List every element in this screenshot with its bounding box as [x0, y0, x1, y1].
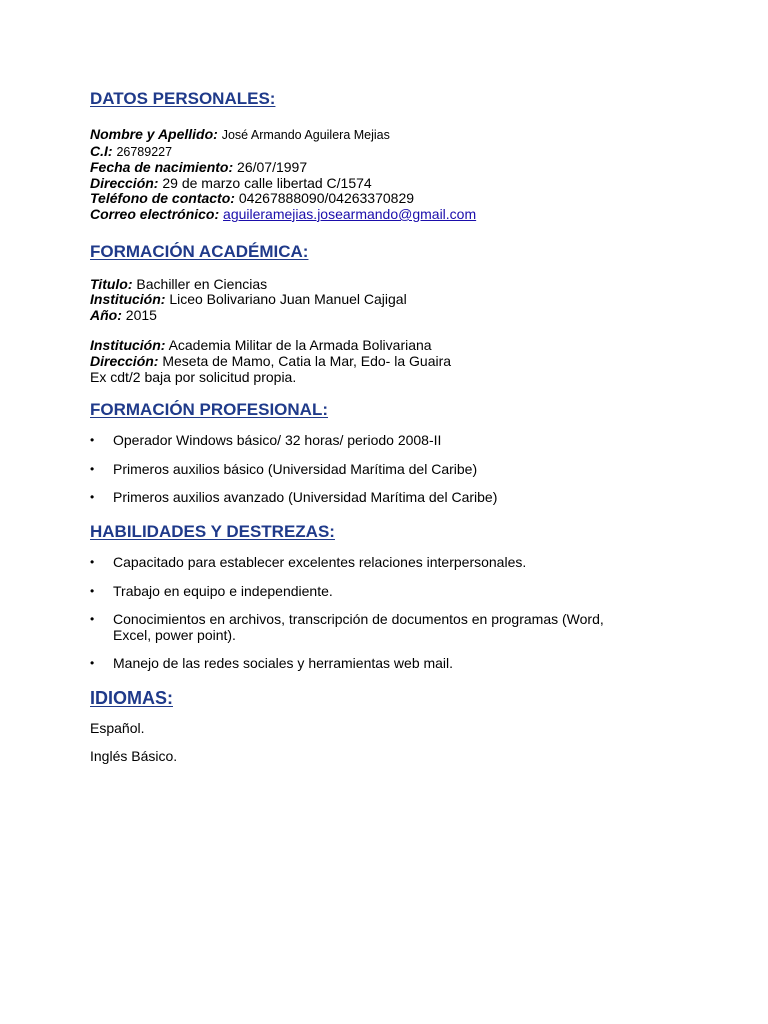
field-direccion — [90, 176, 710, 192]
field-value: 2015 — [125, 306, 157, 323]
field-ano — [90, 308, 710, 324]
idioma-item: Español. — [90, 719, 145, 736]
list-item — [90, 433, 710, 449]
field-label: Dirección: — [90, 174, 159, 191]
field-value: 29 de marzo calle libertad C/1574 — [162, 174, 372, 191]
list-item-text: Capacitado para establecer excelentes relaciones interpersonales. — [113, 553, 527, 570]
list-habilidades — [90, 555, 710, 672]
list-item-text: Primeros auxilios básico (Universidad Marítima del Caribe) — [113, 460, 478, 477]
bullet-icon: • — [90, 656, 95, 671]
list-item — [90, 490, 710, 506]
field-fecha-nacimiento — [90, 160, 710, 176]
list-item-text: Primeros auxilios avanzado (Universidad Marítima del Caribe) — [113, 489, 498, 506]
list-item-text: Conocimientos en archivos, transcripción de documentos en programas (Word, Excel, power point). — [113, 611, 604, 643]
bullet-icon: • — [90, 490, 95, 505]
field-label: Nombre y Apellido: — [90, 126, 218, 142]
field-label: Dirección: — [90, 352, 159, 369]
idioma-item: Inglés Básico. — [90, 748, 178, 765]
field-ci — [90, 144, 710, 161]
bullet-icon: • — [90, 433, 95, 448]
field-value: 26/07/1997 — [237, 159, 308, 176]
note-baja: Ex cdt/2 baja por solicitud propia. — [90, 368, 297, 385]
heading-formacion-profesional: FORMACIÓN PROFESIONAL: — [90, 400, 328, 420]
field-value: Liceo Bolivariano Juan Manuel Cajigal — [169, 291, 407, 308]
field-institucion-1 — [90, 292, 710, 308]
field-value: José Armando Aguilera Mejias — [221, 128, 390, 142]
section-formacion-academica — [90, 239, 710, 386]
heading-idiomas: IDIOMAS: — [90, 687, 173, 708]
field-label: Institución: — [90, 291, 166, 308]
bullet-icon: • — [90, 554, 95, 569]
bullet-icon: • — [90, 612, 95, 627]
heading-habilidades: HABILIDADES Y DESTREZAS: — [90, 521, 335, 541]
field-value: Meseta de Mamo, Catia la Mar, Edo- la Guaira — [162, 352, 452, 369]
list-item — [90, 462, 710, 478]
bullet-icon: • — [90, 461, 95, 476]
field-label: Titulo: — [90, 275, 133, 292]
field-value: Bachiller en Ciencias — [136, 275, 268, 292]
list-item — [90, 584, 710, 600]
field-direccion-2 — [90, 354, 710, 370]
section-formacion-profesional — [90, 397, 710, 506]
field-label: Correo electrónico: — [90, 205, 220, 222]
list-item-text: Manejo de las redes sociales y herramientas web mail. — [113, 655, 454, 672]
field-label: Teléfono de contacto: — [90, 190, 235, 207]
list-item — [90, 555, 710, 571]
field-telefono — [90, 191, 710, 207]
section-habilidades — [90, 519, 710, 672]
heading-datos-personales: DATOS PERSONALES: — [90, 89, 276, 108]
field-label: Fecha de nacimiento: — [90, 159, 234, 176]
field-value: Academia Militar de la Armada Bolivariana — [168, 337, 432, 354]
heading-formacion-academica: FORMACIÓN ACADÉMICA: — [90, 241, 309, 261]
list-item-text: Operador Windows básico/ 32 horas/ periodo 2008-II — [113, 432, 442, 449]
field-label: Institución: — [90, 337, 166, 354]
section-idiomas — [90, 685, 710, 765]
section-datos-personales — [90, 86, 710, 223]
field-label: Año: — [90, 306, 122, 323]
field-institucion-2 — [90, 338, 710, 354]
list-item-text: Trabajo en equipo e independiente. — [113, 582, 333, 599]
email-link[interactable]: aguileramejias.josearmando@gmail.com — [223, 205, 477, 222]
bullet-icon: • — [90, 583, 95, 598]
field-value: 26789227 — [116, 144, 173, 159]
list-formacion-profesional — [90, 433, 710, 506]
field-value: 04267888090/04263370829 — [238, 190, 415, 207]
field-correo — [90, 207, 710, 223]
field-label: C.I: — [90, 142, 113, 159]
list-item — [90, 656, 710, 672]
resume-document — [90, 86, 710, 778]
field-titulo — [90, 277, 710, 293]
list-item — [90, 612, 710, 643]
field-nombre — [90, 127, 710, 144]
